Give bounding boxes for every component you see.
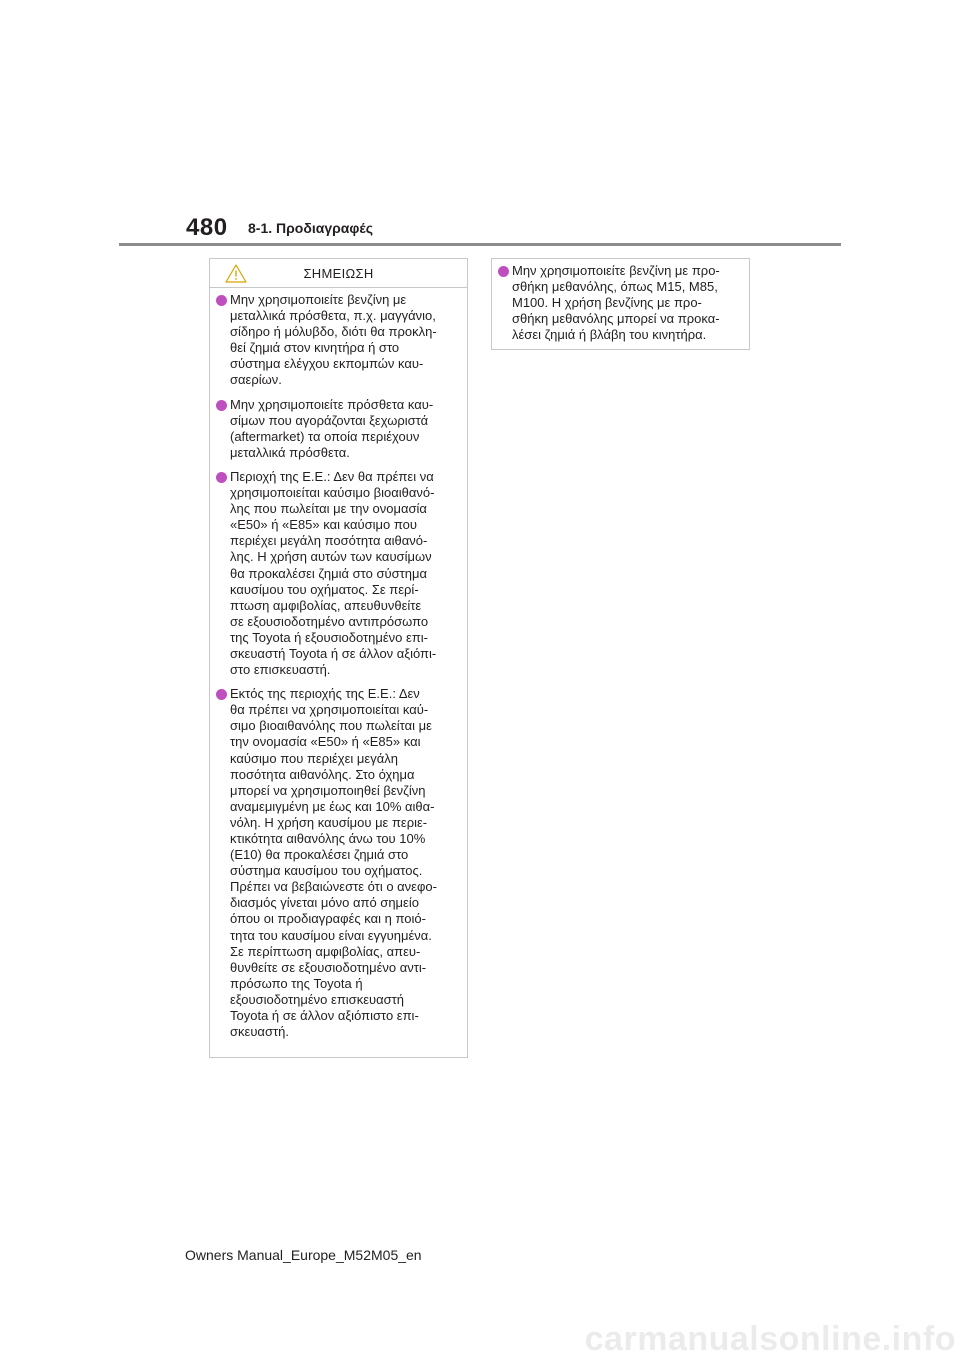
footer-text: Owners Manual_Europe_M52M05_en (185, 1247, 422, 1263)
notice-title: ΣΗΜΕΙΩΣΗ (303, 265, 374, 281)
bullet-text: Μην χρησιμοποιείτε βενζίνη με μεταλλικά πρόσθετα, π.χ. μαγγάνιο, σίδηρο ή μόλυβδο, διότι θα προκλη- θεί ζημιά στον κινητήρα ή στο σύστημα ελέγχου εκπομπών καυ- σαερίων. (230, 292, 437, 388)
section-title: 8-1. Προδιαγραφές (248, 220, 373, 236)
page-number: 480 (186, 214, 228, 241)
list-item (498, 263, 743, 343)
bullet-text: Εκτός της περιοχής της Ε.Ε.: Δεν θα πρέπει να χρησιμοποιείται καύ- σιμο βιοαιθανόλης που πωλείται με την ονομασία «E50» ή «E85» και καύσιμο που περιέχει μεγάλη ποσότητα αιθανόλης. Στο όχημα μπορεί να χρησιμοποιηθεί βενζίνη αναμεμιγμένη με έως και 10% αιθα- νόλη. Η χρήση καυσίμου με περιε- κτικότητα αιθανόλης άνω του 10% (E10) θα προκαλέσει ζημιά στο σύστημα καυσίμου του οχήματος. Πρέπει να βεβαιώνεστε ότι ο ανεφο- διασμός γίνεται μόνο από σημείο όπου οι προδιαγραφές και η ποιό- τητα του καυσίμου είναι εγγυημένα. Σε περίπτωση αμφιβολίας, απευ- θυνθείτε σε εξουσιοδοτημένο αντι- πρόσωπο της Toyota ή εξουσιοδοτημένο επισκευαστή Toyota ή σε άλλον αξιόπιστο επι- σκευαστή. (230, 686, 437, 1040)
list-item (216, 397, 461, 461)
bullet-dot-icon (216, 400, 227, 411)
bullet-dot-icon (216, 689, 227, 700)
bullet-text: Μην χρησιμοποιείτε βενζίνη με προ- σθήκη μεθανόλης, όπως M15, M85, M100. Η χρήση βενζίνης με προ- σθήκη μεθανόλης μπορεί να προκα- λέσει ζημιά ή βλάβη του κινητήρα. (512, 263, 720, 343)
notice-box-right (491, 258, 750, 350)
bullet-text: Περιοχή της Ε.Ε.: Δεν θα πρέπει να χρησιμοποιείται καύσιμο βιοαιθανό- λης που πωλείται με την ονομασία «E50» ή «E85» και καύσιμο που περιέχει μεγάλη ποσότητα αιθανό- λης. Η χρήση αυτών των καυσίμων θα προκαλέσει ζημιά στο σύστημα καυσίμου του οχήματος. Σε περί- πτωση αμφιβολίας, απευθυνθείτε σε εξουσιοδοτημένο αντιπρόσωπο της Toyota ή εξουσιοδοτημένο επι- σκευαστή Toyota ή σε άλλον αξιόπι- στο επισκευαστή. (230, 468, 437, 678)
watermark: carmanualsonline.info (584, 1320, 956, 1358)
warning-triangle-icon (225, 264, 247, 283)
notice-bullet-list (492, 259, 749, 343)
notice-bullet-list (210, 288, 467, 1040)
header-divider (119, 243, 841, 246)
list-item (216, 469, 461, 678)
bullet-dot-icon (498, 266, 509, 277)
notice-box-left (209, 258, 468, 1058)
list-item (216, 686, 461, 1040)
list-item (216, 292, 461, 389)
bullet-dot-icon (216, 472, 227, 483)
bullet-dot-icon (216, 295, 227, 306)
notice-header (210, 259, 467, 288)
bullet-text: Μην χρησιμοποιείτε πρόσθετα καυ- σίμων που αγοράζονται ξεχωριστά (aftermarket) τα οποία περιέχουν μεταλλικά πρόσθετα. (230, 396, 434, 460)
